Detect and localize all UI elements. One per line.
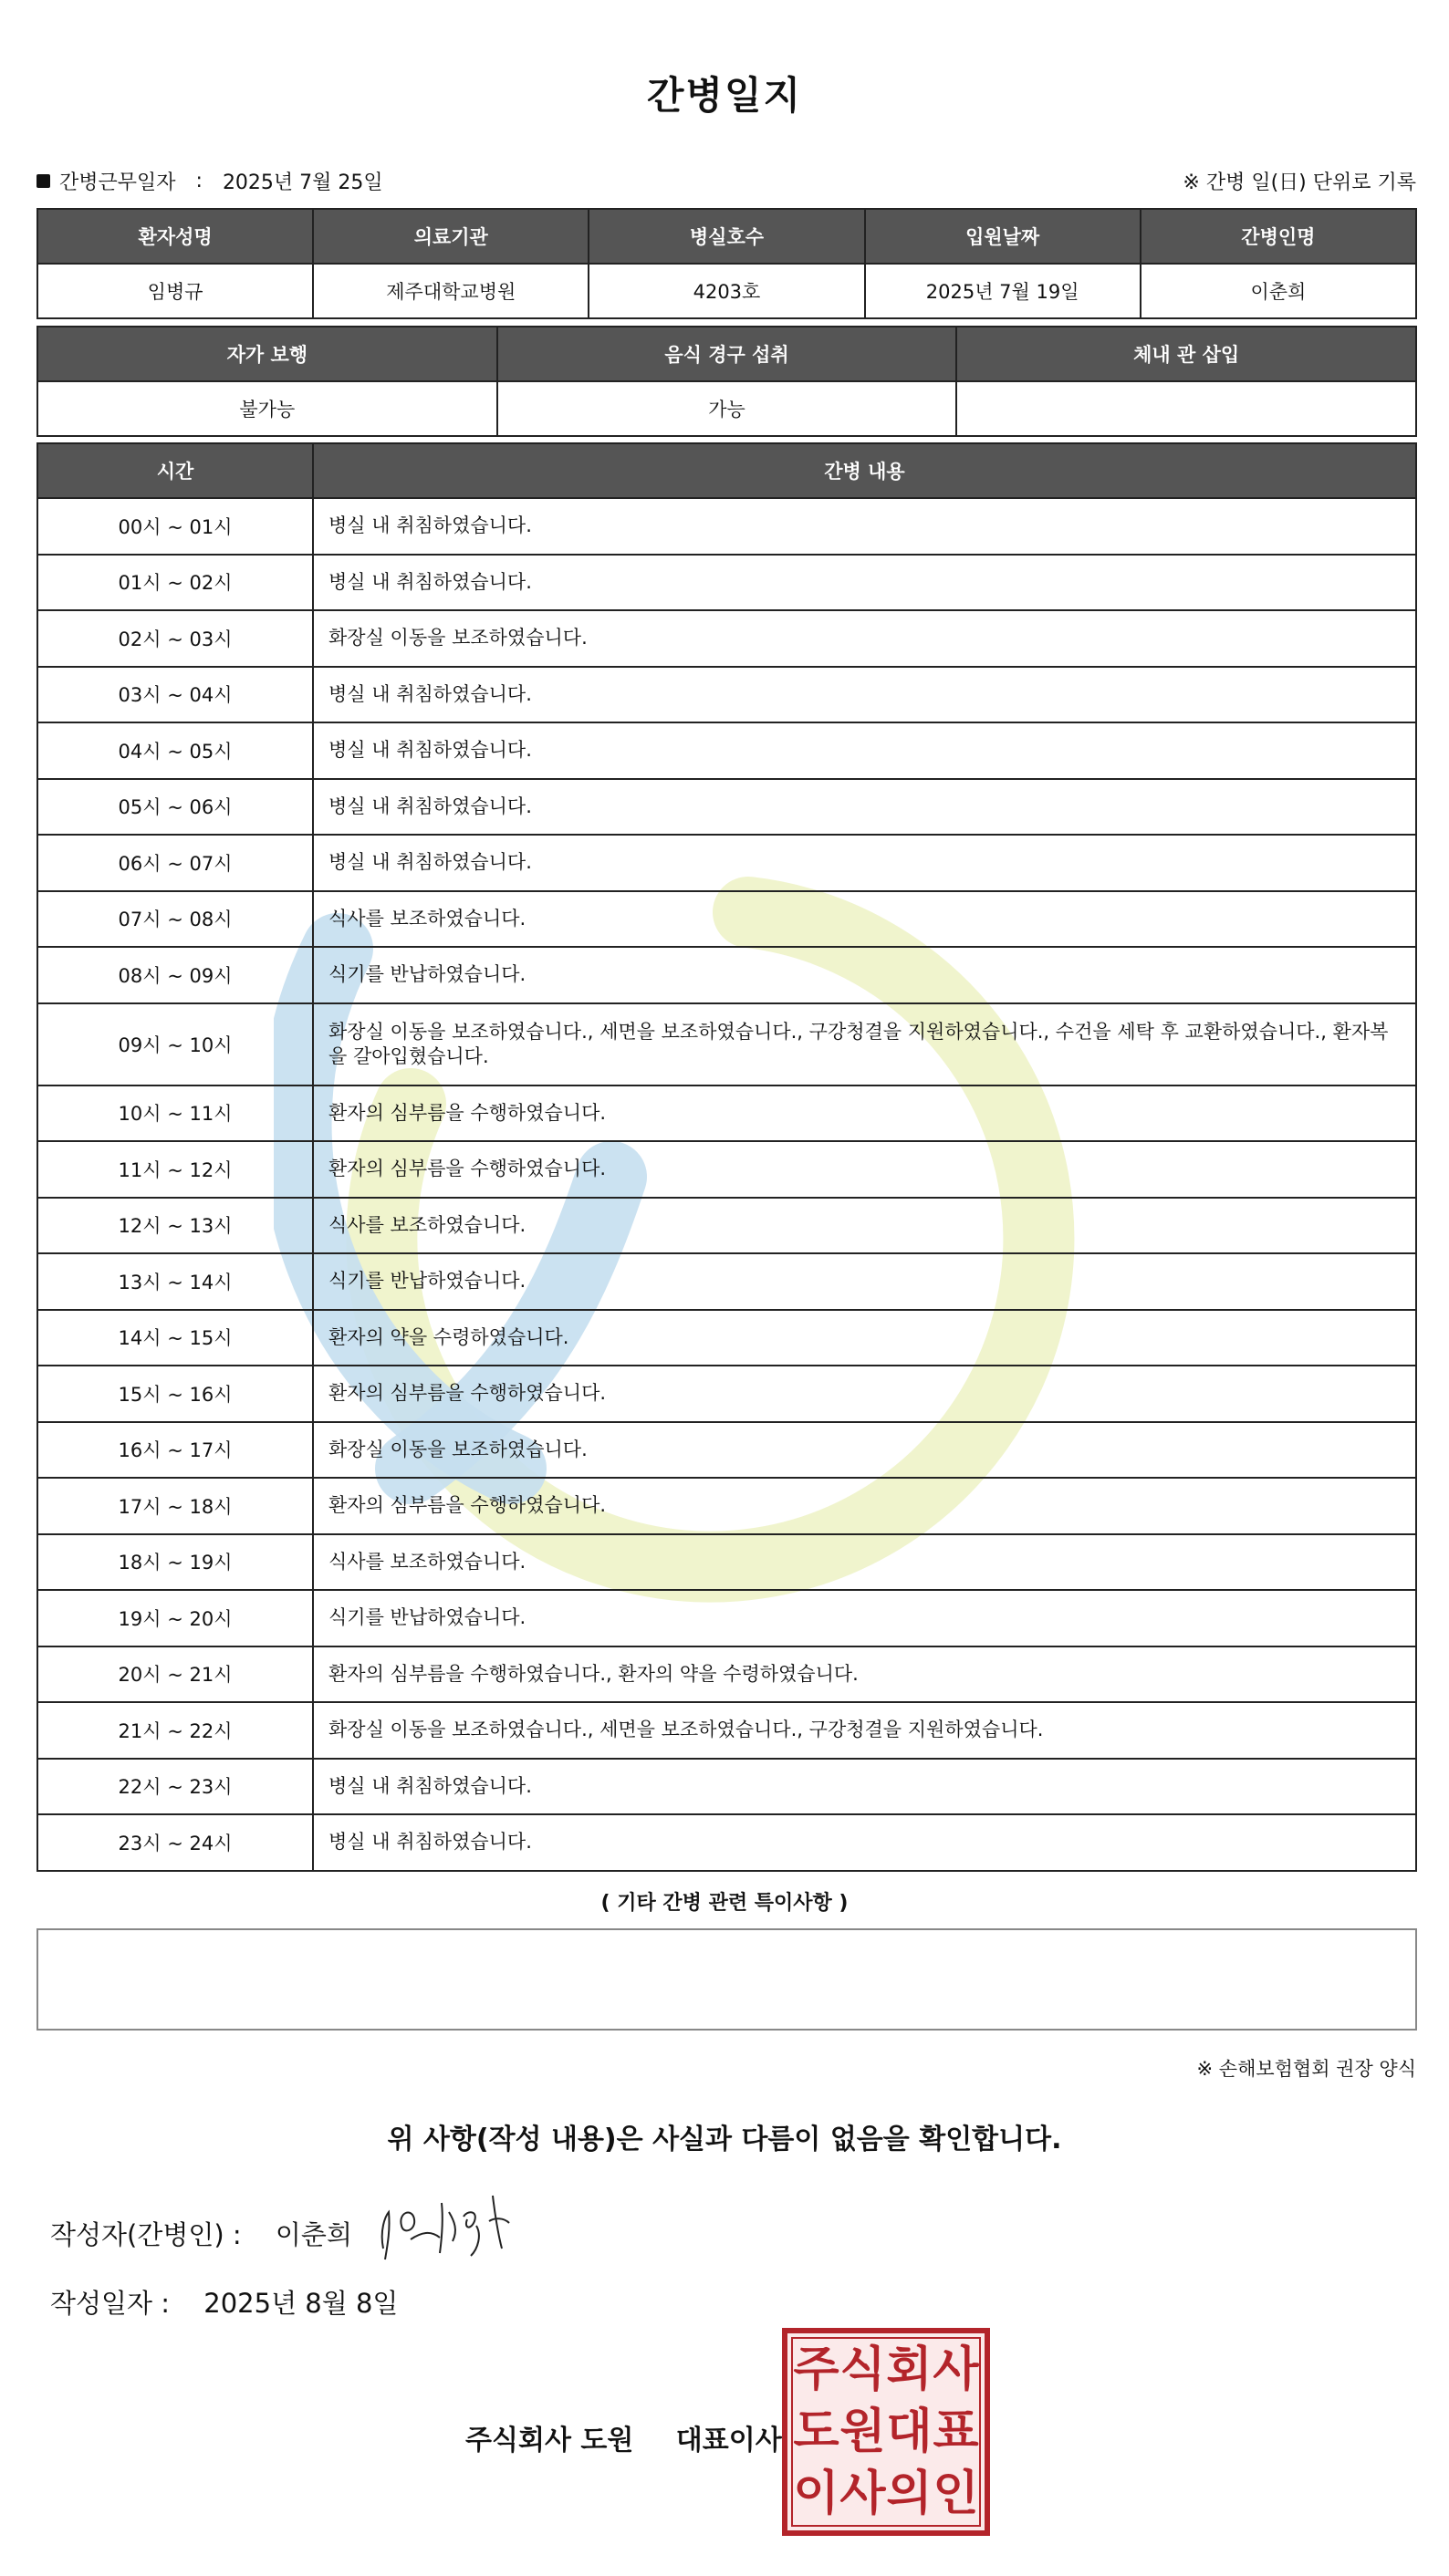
patient-info-header-row (37, 209, 1416, 264)
work-date-line (36, 167, 383, 195)
seal-character: 인 (933, 2467, 979, 2521)
log-row (37, 555, 1416, 611)
header-hospital: 의료기관 (313, 209, 589, 264)
log-content: 화장실 이동을 보조하였습니다., 세면을 보조하였습니다., 구강청결을 지원하였습니다. (313, 1702, 1416, 1759)
log-content: 식기를 반납하였습니다. (313, 1590, 1416, 1646)
log-time: 13시 ~ 14시 (37, 1253, 313, 1310)
header-patient-name: 환자성명 (37, 209, 313, 264)
log-row (37, 1814, 1416, 1871)
special-notes-box (36, 1928, 1417, 2031)
care-log-table (36, 442, 1417, 1872)
work-date-value: 2025년 7월 25일 (222, 171, 383, 194)
header-room: 병실호수 (589, 209, 864, 264)
log-time: 16시 ~ 17시 (37, 1422, 313, 1479)
log-content: 식기를 반납하였습니다. (313, 947, 1416, 1003)
seal-character: 주 (793, 2342, 839, 2397)
care-log-header-row (37, 443, 1416, 498)
log-content: 환자의 심부름을 수행하였습니다. (313, 1366, 1416, 1422)
seal-character: 식 (839, 2342, 886, 2397)
log-content: 화장실 이동을 보조하였습니다. (313, 610, 1416, 667)
log-row (37, 947, 1416, 1003)
writer-line (50, 2215, 352, 2252)
work-date-label: 간병근무일자 (59, 171, 176, 194)
seal-characters (791, 2337, 981, 2527)
written-date-value: 2025년 8월 8일 (203, 2288, 399, 2319)
log-row (37, 1422, 1416, 1479)
bullet-square-icon (36, 174, 50, 188)
log-content: 병실 내 취침하였습니다. (313, 1814, 1416, 1871)
patient-status-value-row (37, 381, 1416, 436)
confirmation-statement: 위 사항(작성 내용)은 사실과 다름이 없음을 확인합니다. (387, 2124, 1062, 2155)
header-time: 시간 (37, 443, 313, 498)
log-content: 환자의 심부름을 수행하였습니다., 환자의 약을 수령하였습니다. (313, 1646, 1416, 1703)
patient-status-header-row (37, 327, 1416, 381)
log-time: 01시 ~ 02시 (37, 555, 313, 611)
seal-character: 대 (886, 2405, 933, 2459)
log-content: 식사를 보조하였습니다. (313, 891, 1416, 948)
log-content: 병실 내 취침하였습니다. (313, 722, 1416, 779)
log-row (37, 1366, 1416, 1422)
header-caregiver-name: 간병인명 (1141, 209, 1416, 264)
seal-character: 도 (793, 2405, 839, 2459)
log-row (37, 667, 1416, 723)
company-name: 주식회사 도원 (465, 2425, 634, 2457)
company-line (465, 2417, 782, 2457)
log-row (37, 835, 1416, 891)
header-oral-intake: 음식 경구 섭취 (497, 327, 957, 381)
log-time: 20시 ~ 21시 (37, 1646, 313, 1703)
log-content: 병실 내 취침하였습니다. (313, 779, 1416, 836)
log-row (37, 779, 1416, 836)
seal-character: 의 (886, 2467, 933, 2521)
log-content: 병실 내 취침하였습니다. (313, 1759, 1416, 1815)
log-content: 화장실 이동을 보조하였습니다., 세면을 보조하였습니다., 구강청결을 지원하였습니다., 수건을 세탁 후 교환하였습니다., 환자복을 갈아입혔습니다. (313, 1003, 1416, 1085)
page-title: 간병일지 (646, 73, 803, 118)
form-source-note: ※ 손해보험협회 권장 양식 (1196, 2058, 1416, 2080)
log-time: 17시 ~ 18시 (37, 1478, 313, 1534)
patient-info-table (36, 208, 1417, 319)
log-row (37, 1534, 1416, 1591)
handwritten-signature (376, 2185, 522, 2267)
log-time: 19시 ~ 20시 (37, 1590, 313, 1646)
log-time: 14시 ~ 15시 (37, 1310, 313, 1366)
log-time: 09시 ~ 10시 (37, 1003, 313, 1085)
log-time: 22시 ~ 23시 (37, 1759, 313, 1815)
seal-character: 이 (793, 2467, 839, 2521)
header-care-content: 간병 내용 (313, 443, 1416, 498)
written-date-line (50, 2283, 398, 2321)
log-time: 05시 ~ 06시 (37, 779, 313, 836)
daily-record-note: ※ 간병 일(日) 단위로 기록 (1183, 171, 1416, 194)
written-date-label: 작성일자 : (50, 2288, 171, 2319)
log-row (37, 722, 1416, 779)
header-self-walking: 자가 보행 (37, 327, 497, 381)
hospital: 제주대학교병원 (313, 264, 589, 318)
log-row (37, 1085, 1416, 1142)
oral-intake: 가능 (497, 381, 957, 436)
caregiver-name: 이춘희 (1141, 264, 1416, 318)
log-time: 15시 ~ 16시 (37, 1366, 313, 1422)
log-time: 10시 ~ 11시 (37, 1085, 313, 1142)
log-content: 병실 내 취침하였습니다. (313, 667, 1416, 723)
log-row (37, 1310, 1416, 1366)
special-notes-title: ( 기타 간병 관련 특이사항 ) (600, 1892, 849, 1915)
seal-character: 표 (933, 2405, 979, 2459)
log-content: 화장실 이동을 보조하였습니다. (313, 1422, 1416, 1479)
log-row (37, 1478, 1416, 1534)
care-log-body (37, 498, 1416, 1871)
log-row (37, 1141, 1416, 1198)
log-row (37, 891, 1416, 948)
log-content: 환자의 심부름을 수행하였습니다. (313, 1085, 1416, 1142)
admission-date: 2025년 7월 19일 (865, 264, 1141, 318)
log-time: 11시 ~ 12시 (37, 1141, 313, 1198)
company-seal-stamp (782, 2328, 990, 2536)
log-time: 18시 ~ 19시 (37, 1534, 313, 1591)
log-row (37, 610, 1416, 667)
seal-character: 사 (933, 2342, 979, 2397)
log-row (37, 1759, 1416, 1815)
tube-insertion (956, 381, 1416, 436)
header-tube-insertion: 체내 관 삽입 (956, 327, 1416, 381)
log-content: 식사를 보조하였습니다. (313, 1198, 1416, 1254)
log-row (37, 1646, 1416, 1703)
writer-name: 이춘희 (275, 2219, 352, 2250)
log-time: 02시 ~ 03시 (37, 610, 313, 667)
header-admission-date: 입원날짜 (865, 209, 1141, 264)
work-date-colon: : (195, 170, 203, 192)
log-time: 12시 ~ 13시 (37, 1198, 313, 1254)
log-time: 21시 ~ 22시 (37, 1702, 313, 1759)
log-time: 04시 ~ 05시 (37, 722, 313, 779)
log-time: 08시 ~ 09시 (37, 947, 313, 1003)
log-row (37, 1702, 1416, 1759)
log-time: 00시 ~ 01시 (37, 498, 313, 555)
log-time: 23시 ~ 24시 (37, 1814, 313, 1871)
company-representative: 대표이사 (675, 2425, 782, 2457)
log-time: 06시 ~ 07시 (37, 835, 313, 891)
log-time: 03시 ~ 04시 (37, 667, 313, 723)
self-walking: 불가능 (37, 381, 497, 436)
log-content: 환자의 심부름을 수행하였습니다. (313, 1141, 1416, 1198)
writer-label: 작성자(간병인) : (50, 2219, 242, 2250)
log-content: 환자의 약을 수령하였습니다. (313, 1310, 1416, 1366)
log-row (37, 1198, 1416, 1254)
log-content: 병실 내 취침하였습니다. (313, 555, 1416, 611)
log-content: 식사를 보조하였습니다. (313, 1534, 1416, 1591)
log-row (37, 498, 1416, 555)
patient-status-table (36, 326, 1417, 437)
seal-character: 사 (839, 2467, 886, 2521)
log-content: 병실 내 취침하였습니다. (313, 498, 1416, 555)
room-number: 4203호 (589, 264, 864, 318)
patient-name: 임병규 (37, 264, 313, 318)
log-content: 식기를 반납하였습니다. (313, 1253, 1416, 1310)
seal-character: 회 (886, 2342, 933, 2397)
log-content: 병실 내 취침하였습니다. (313, 835, 1416, 891)
log-row (37, 1253, 1416, 1310)
patient-info-value-row (37, 264, 1416, 318)
log-row (37, 1590, 1416, 1646)
log-time: 07시 ~ 08시 (37, 891, 313, 948)
log-row (37, 1003, 1416, 1085)
seal-character: 원 (839, 2405, 886, 2459)
log-content: 환자의 심부름을 수행하였습니다. (313, 1478, 1416, 1534)
